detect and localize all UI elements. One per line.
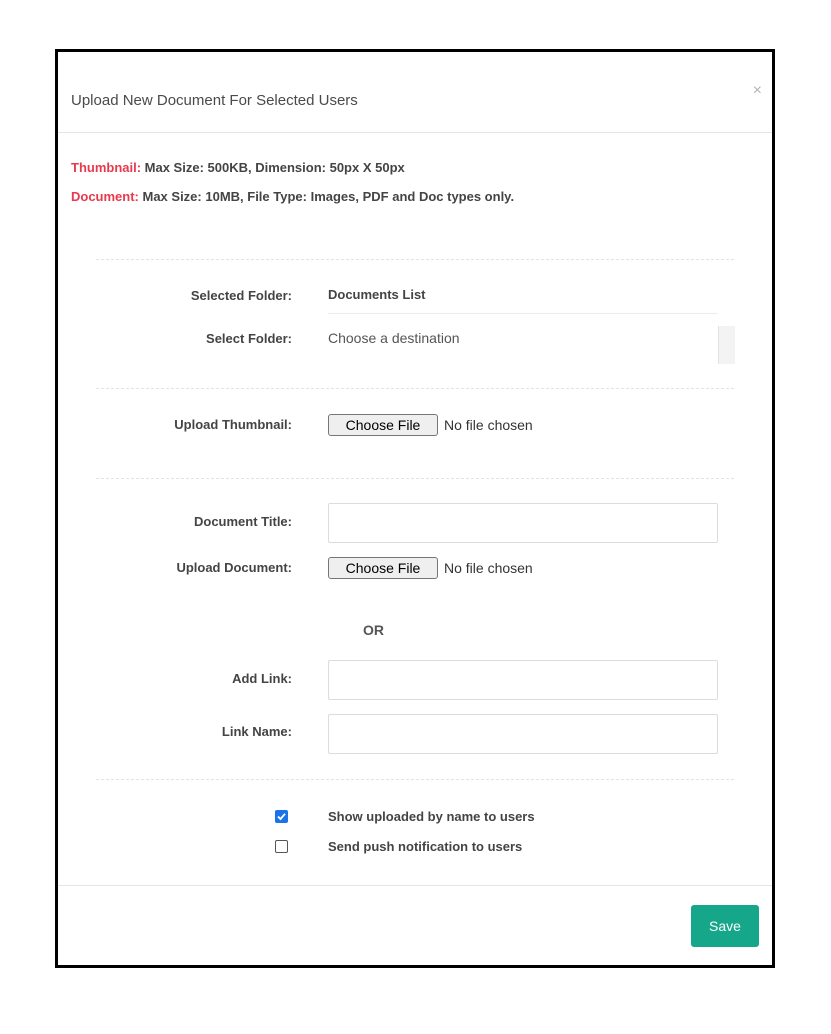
modal-title: Upload New Document For Selected Users — [71, 92, 358, 109]
thumbnail-info-label: Thumbnail: — [71, 160, 142, 175]
section-divider — [96, 779, 734, 780]
document-file-status: No file chosen — [444, 560, 533, 576]
document-choose-file-button[interactable]: Choose File — [328, 557, 438, 579]
document-info-text: Max Size: 10MB, File Type: Images, PDF and Doc types only. — [138, 189, 515, 204]
document-info-label: Document: — [71, 189, 139, 204]
thumbnail-file-status: No file chosen — [444, 417, 533, 433]
select-folder-dropdown[interactable]: Choose a destination — [328, 330, 460, 346]
section-divider — [96, 259, 734, 260]
modal-header — [58, 52, 772, 133]
link-name-input[interactable] — [328, 714, 718, 754]
selected-folder-value: Documents List — [328, 287, 426, 302]
document-title-label: Document Title: — [194, 514, 292, 529]
section-divider — [96, 388, 734, 389]
upload-thumbnail-label: Upload Thumbnail: — [174, 417, 292, 432]
send-push-checkbox[interactable] — [275, 840, 288, 853]
add-link-input[interactable] — [328, 660, 718, 700]
thumbnail-choose-file-button[interactable]: Choose File — [328, 414, 438, 436]
or-separator: OR — [363, 622, 384, 638]
save-button[interactable]: Save — [691, 905, 759, 947]
document-info — [71, 189, 514, 204]
thumbnail-info — [71, 160, 405, 175]
check-icon — [276, 811, 287, 822]
upload-document-label: Upload Document: — [176, 560, 292, 575]
upload-document-modal — [55, 49, 775, 968]
show-uploaded-by-label: Show uploaded by name to users — [328, 809, 535, 824]
select-folder-label: Select Folder: — [206, 331, 292, 346]
thumbnail-info-text: Max Size: 500KB, Dimension: 50px X 50px — [141, 160, 405, 175]
document-title-input[interactable] — [328, 503, 718, 543]
send-push-label: Send push notification to users — [328, 839, 523, 854]
link-name-label: Link Name: — [221, 724, 292, 739]
section-divider — [96, 478, 734, 479]
close-icon[interactable]: × — [752, 82, 762, 99]
selected-folder-label: Selected Folder: — [190, 288, 292, 303]
folder-scrollbar[interactable] — [718, 326, 735, 364]
modal-footer-divider — [58, 885, 772, 886]
add-link-label: Add Link: — [232, 671, 292, 686]
folder-divider — [328, 313, 718, 314]
show-uploaded-by-checkbox[interactable] — [275, 810, 288, 823]
